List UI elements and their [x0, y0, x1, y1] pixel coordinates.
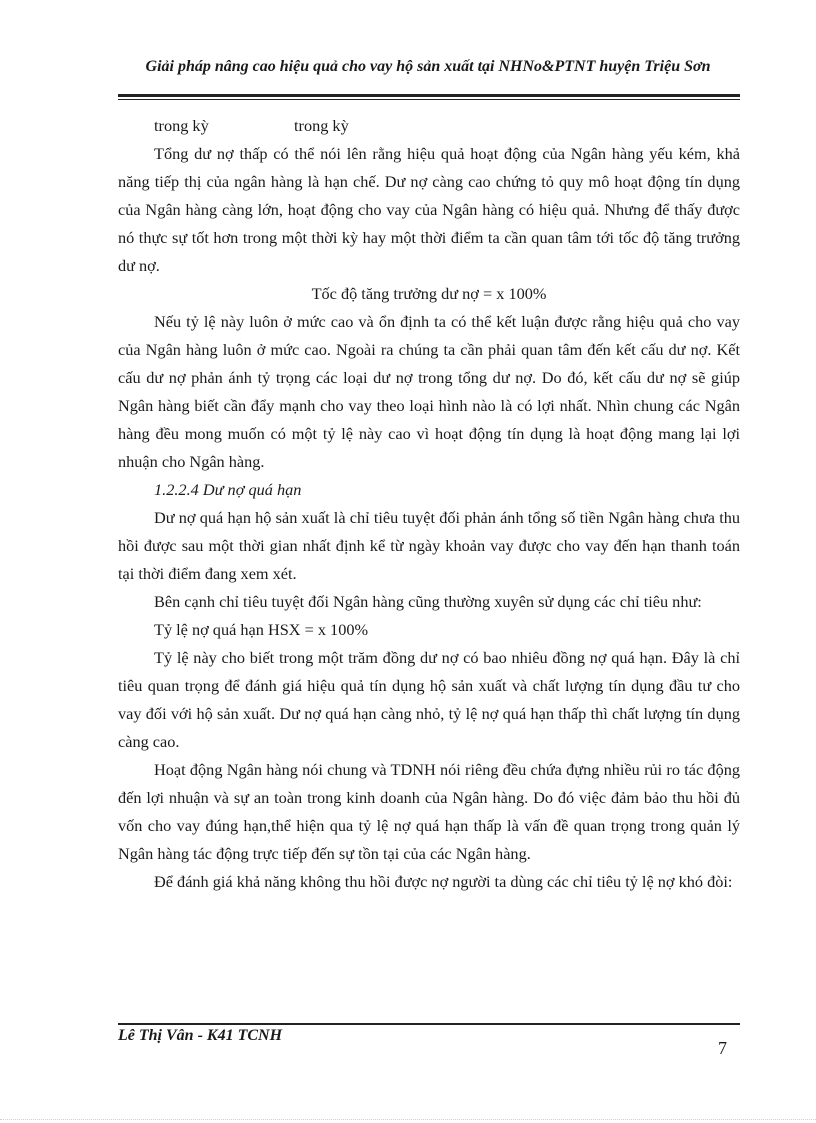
paragraph-2: Nếu tỷ lệ này luôn ở mức cao và ổn định ta có thể kết luận được rằng hiệu quả cho vay của Ngân hàng luôn ở mức cao. Ngoài ra chúng ta cần phải quan tâm đến kết cấu dư nợ. Kết cấu dư nợ phản ánh tỷ trọng các loại dư nợ trong tổng dư nợ. Do đó, kết cấu dư nợ sẽ giúp Ngân hàng biết cần đẩy mạnh cho vay theo loại hình nào là có lợi nhất. Nhìn chung các Ngân hàng đều mong muốn có một tỷ lệ này cao vì hoạt động tín dụng là hoạt động mang lại lợi nhuận cho Ngân hàng. [118, 312, 740, 471]
formula-growth-rate: Tốc độ tăng trưởng dư nợ = x 100% [311, 284, 547, 303]
fragment-text-2: trong kỳ [294, 116, 349, 135]
formula-overdue-ratio: Tỷ lệ nợ quá hạn HSX = x 100% [154, 620, 369, 639]
document-body [118, 112, 740, 896]
footer-rule [118, 1023, 740, 1025]
paragraph-1: Tổng dư nợ thấp có thể nói lên rằng hiệu quả hoạt động của Ngân hàng yếu kém, khả năng tiếp thị của ngân hàng là hạn chế. Dư nợ càng cao chứng tỏ quy mô hoạt động tín dụng của Ngân hàng càng lớn, hoạt động cho vay của Ngân hàng có hiệu quả. Nhưng để thấy được nó thực sự tốt hơn trong một thời kỳ hay một thời điểm ta cần quan tâm tới tốc độ tăng trưởng dư nợ. [118, 144, 740, 275]
page-edge-divider [0, 1119, 816, 1121]
page-number: 7 [718, 1038, 727, 1058]
paragraph-5: Tỷ lệ này cho biết trong một trăm đồng dư nợ có bao nhiêu đồng nợ quá hạn. Đây là chỉ tiêu quan trọng để đánh giá hiệu quả tín dụng hộ sản xuất và chất lượng tín dụng đầu tư cho vay đối với hộ sản xuất. Dư nợ quá hạn càng nhỏ, tỷ lệ nợ quá hạn thấp thì chất lượng tín dụng càng cao. [118, 648, 740, 751]
header-rule-thick [118, 94, 740, 97]
footer-author: Lê Thị Vân - K41 TCNH [118, 1027, 283, 1044]
paragraph-4: Bên cạnh chỉ tiêu tuyệt đối Ngân hàng cũng thường xuyên sử dụng các chỉ tiêu như: [154, 592, 702, 611]
header-rule-thin [118, 99, 740, 100]
paragraph-7: Để đánh giá khả năng không thu hồi được nợ người ta dùng các chỉ tiêu tỷ lệ nợ khó đòi: [154, 872, 733, 891]
paragraph-3: Dư nợ quá hạn hộ sản xuất là chỉ tiêu tuyệt đối phản ánh tổng số tiền Ngân hàng chưa thu hồi được sau một thời gian nhất định kể từ ngày khoản vay được cho vay đến hạn thanh toán tại thời điểm đang xem xét. [118, 508, 740, 583]
running-header-title: Giải pháp nâng cao hiệu quả cho vay hộ sản xuất tại NHNo&PTNT huyện Triệu Sơn [145, 58, 711, 75]
formula-denominator-fragment [118, 112, 740, 140]
fragment-text-1: trong kỳ [154, 116, 209, 135]
paragraph-6: Hoạt động Ngân hàng nói chung và TDNH nói riêng đều chứa đựng nhiều rủi ro tác động đến lợi nhuận và sự an toàn trong kinh doanh của Ngân hàng. Do đó việc đảm bảo thu hồi đủ vốn cho vay đúng hạn,thể hiện qua tỷ lệ nợ quá hạn thấp là vấn đề quan trọng trong quản lý Ngân hàng tác động trực tiếp đến sự tồn tại của các Ngân hàng. [118, 760, 740, 863]
section-heading: 1.2.2.4 Dư nợ quá hạn [154, 480, 302, 499]
